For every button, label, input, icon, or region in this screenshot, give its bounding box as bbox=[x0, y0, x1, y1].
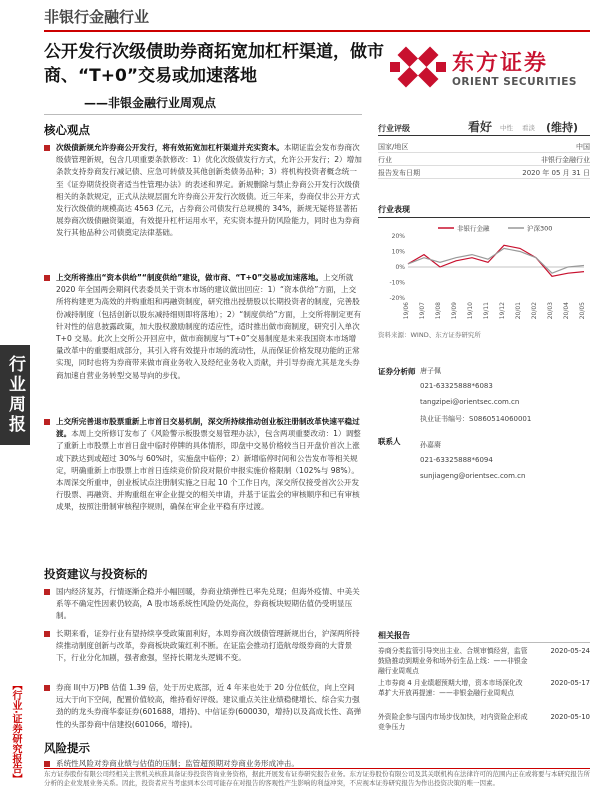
related-item-date: 2020-05-17 bbox=[550, 679, 590, 687]
info-key: 国家/地区 bbox=[378, 143, 409, 151]
analyst-name: 唐子佩 bbox=[420, 367, 441, 375]
x-tick-label: 19/10 bbox=[467, 302, 474, 320]
bullet-icon bbox=[44, 275, 50, 281]
rating-option-bearish: 看淡 bbox=[522, 124, 535, 132]
orient-securities-logo bbox=[390, 36, 590, 100]
report-subtitle: ——非银金融行业周观点 bbox=[84, 96, 217, 110]
related-item-text[interactable]: 上市券商 4 月业绩超预期大增，资本市场深化改革扩大开放再提速：——非银金融行业周观点 bbox=[378, 679, 523, 697]
related-item-date: 2020-05-24 bbox=[550, 647, 590, 655]
x-tick-label: 19/07 bbox=[419, 302, 426, 320]
related-item-date: 2020-05-10 bbox=[550, 713, 590, 721]
invest-title: 投资建议与投资标的 bbox=[44, 567, 148, 581]
x-tick-label: 20/04 bbox=[563, 302, 570, 320]
series-line bbox=[408, 248, 584, 273]
y-tick-label: 0% bbox=[395, 264, 405, 271]
info-row bbox=[378, 142, 590, 153]
report-category: 非银行金融行业 bbox=[44, 8, 150, 26]
x-tick-label: 20/02 bbox=[531, 302, 538, 320]
legend-label: 非银行金融 bbox=[457, 224, 490, 233]
y-tick-label: 10% bbox=[391, 248, 405, 256]
related-title: 相关报告 bbox=[378, 631, 410, 640]
x-tick-label: 19/12 bbox=[499, 302, 506, 320]
core-point-3 bbox=[44, 416, 362, 514]
core-point-2-lead: 上交所将推出“资本供给”“制度供给”建设，做市商、“T+0”交易或加速落地。 bbox=[56, 273, 323, 282]
analyst-phone: 021-63325888*6083 bbox=[420, 382, 493, 390]
info-key: 行业 bbox=[378, 156, 392, 164]
left-top-rule bbox=[44, 114, 362, 115]
disclaimer-rule bbox=[44, 768, 590, 769]
disclaimer: 东方证券股份有限公司经相关主管机关核准具备证券投资咨询业务资格，据此开展发布证券研究报告业务。东方证券股份有限公司及其关联机构在法律许可的范围内正在或将要与本研究报告所分析的企业发展业务关系。因此，投资者应当考虑到本公司可能存在对报告的客观性产生影响的利益冲突，不应视本证券研究报告为作出投资决策的唯一因素。 bbox=[44, 770, 590, 787]
y-tick-label: -20% bbox=[389, 295, 405, 302]
invest-point-2 bbox=[44, 628, 362, 665]
info-key: 报告发布日期 bbox=[378, 169, 420, 177]
bullet-icon bbox=[44, 589, 50, 595]
x-tick-label: 20/05 bbox=[579, 302, 586, 320]
bullet-icon bbox=[44, 685, 50, 691]
related-item-2[interactable] bbox=[378, 678, 590, 698]
core-point-1-body: 本期证监会发布券商次级债管理新规，包含几项重要条款修改：1）优化次级债发行方式，允许公开发行；2）增加条款支持券商发行减记债、应急可转债及其他创新类债务品种；3）将机构投资者概念统一至《证券期货投资者适当性管理办法》的表述和界定。新规删除与禁止券商公开发行次级债相关的条款规定，正式从法规层面允许券商公开发行次级债。近三年来，券商仅非公开方式发行次级债的规模高达 4563 亿元，占券商公司债发行总规模的 34%，新规无疑将显著拓展券商次级债融资渠道，有效提升杠杆运用水平，充实资本提升防风险能力，同时也为券商发行其他品种公司债奠定法律基础。 bbox=[56, 143, 362, 238]
analyst-block-2 bbox=[378, 436, 590, 486]
chart-source: 资料来源：WIND、东方证券研究所 bbox=[378, 331, 481, 339]
rating-keep: (维持) bbox=[546, 121, 579, 134]
contact-email[interactable]: sunjiageng@orientsec.com.cn bbox=[420, 472, 526, 480]
core-point-3-body: 本周上交所修订发布了《风险警示板股票交易管理办法》，包含两项重要改动：1）调整了重新上市股票上市首日盘中临时停牌的具体情形，即盘中交易价格较当日开盘价首次上涨或下跌达到或超过 30%与 60%时，实施盘中临停；2）新增临停时间和公告发布等相关规定，明确重新上市股票上市首日连续竞价阶段对限价申报实施价格限制（102%与 98%）。本周深交所重申，创业板试点注册制实施之日起 10 个工作日内，深交所仅接受首次公开发行股票、再融资、并购重组在审企业提交的相关申请，并基于证监会的审核顺序和已有审核成果，按照注册制审核程序规则，确保在审企业平稳有序过渡。 bbox=[56, 429, 361, 512]
logo-name-en: ORIENT SECURITIES bbox=[452, 76, 577, 88]
invest-point-3-body: 券商 II(中万)PB 估值 1.39 倍，处于历史底部，近 4 年来也处于 20 分位低位，向上空间远大于向下空间，配置价值较高，维持看好评级。建议重点关注业绩稳健增长、综合实力强劲的的龙头券商华泰证券(601688，增持)、中信证券(600030，增持)以及高成长性、高弹性的头部券商中信建投(601066，增持)。 bbox=[56, 683, 362, 729]
core-point-1-lead: 次级债新规允许券商公开发行，将有效拓宽加杠杆渠道并充实资本。 bbox=[56, 143, 284, 152]
core-point-2-body: 上交所就 2020 年全国两会期间代表委员关于资本市场的建议做出回应：1）“资本供给”方面，上交所将构建更为高效的并购重组和再融资制度，研究推出授册股以长期投资者的制度，完善股份减持制度（包括创新以股东减持细则即将落地）；2）“制度供给”方面，上交所将制定更有针对性的信息披露政策，加大股权激励制度的适应性，适时推出做市商制度，研究引入单次 T+0 交易。此次上交所公开回应中，做市商制度与“T+0”交易制度是未来我国资本市场增量改革中的重要组成部分，其引入将有效提升市场的流动性，从而保证价格发现功能的正常实现，同时也将为券商带来做市商业务收入及经纪业务收入贡献，并引导券商尤其是龙头券商加速自营业务转型交易导向的步伐。 bbox=[56, 273, 362, 380]
analyst-email[interactable]: tangzipei@orientsec.com.cn bbox=[420, 398, 520, 406]
core-point-2 bbox=[44, 272, 362, 382]
x-tick-label: 19/08 bbox=[435, 302, 442, 320]
rating-option-neutral: 中性 bbox=[500, 124, 513, 132]
info-value: 非银行金融行业 bbox=[541, 156, 590, 164]
core-point-1 bbox=[44, 142, 362, 240]
side-tag-secondary: 【行业·证券研究报告】 bbox=[10, 680, 21, 784]
x-tick-label: 19/09 bbox=[451, 302, 458, 320]
risk-point-1-body: 系统性风险对券商业绩与估值的压制；监管超预期对券商业务形成冲击。 bbox=[56, 759, 299, 768]
x-tick-label: 20/01 bbox=[515, 302, 522, 320]
contact-name: 孙嘉赓 bbox=[420, 441, 441, 449]
analyst-role: 证券分析师 bbox=[378, 367, 416, 376]
x-tick-label: 19/11 bbox=[483, 302, 490, 320]
perf-title: 行业表现 bbox=[378, 204, 590, 218]
rating-label: 行业评级 bbox=[378, 124, 410, 133]
bullet-icon bbox=[44, 145, 50, 151]
contact-phone: 021-63325888*6094 bbox=[420, 456, 493, 464]
invest-point-2-body: 长期来看，证券行业有望持续享受政策面利好，本周券商次级债管理新规出台，沪深两所持续推动制度创新与改革，券商板块政策红利不断。在证监会推动打造航母级券商的大背景下，行业分化加剧，强者愈强，坚持长期龙头逻辑不变。 bbox=[56, 629, 360, 663]
x-tick-label: 20/03 bbox=[547, 302, 554, 320]
legend-label: 沪深300 bbox=[527, 224, 553, 233]
info-row bbox=[378, 155, 590, 166]
info-value: 中国 bbox=[576, 143, 590, 151]
contact-role: 联系人 bbox=[378, 437, 401, 446]
rating-row bbox=[378, 118, 590, 136]
risk-title: 风险提示 bbox=[44, 741, 90, 755]
core-title: 核心观点 bbox=[44, 123, 90, 137]
report-title: 公开发行次级债助券商拓宽加杠杆渠道，做市商、“T+0”交易或加速落地 bbox=[44, 42, 384, 86]
performance-chart-svg bbox=[378, 222, 590, 344]
info-row bbox=[378, 168, 590, 179]
core-point-3-lead: 上交所完善退市股票重新上市首日交易机制，深交所持续推动创业板注册制改革快速平稳过渡。 bbox=[56, 417, 360, 439]
related-item-3[interactable] bbox=[378, 712, 590, 732]
header-rule bbox=[44, 30, 590, 32]
logo-mark-icon bbox=[390, 42, 446, 92]
related-item-text[interactable]: 券商分类监管引导突出主业、合规审慎经营，监管鼓励推动到期业务和场外衍生品上线：——非银金融行业周观点 bbox=[378, 647, 528, 675]
rating-value: 看好 bbox=[468, 120, 493, 134]
related-item-text[interactable]: 外资险企参与国内市场步伐加快，对内资险企形成竞争压力 bbox=[378, 713, 528, 731]
invest-point-1-body: 国内经济复苏，行情逐渐企稳并小幅回暖，券商业绩弹性已率先兑现；但海外疫情、中美关系等不确定性因素仍较高，A 股市场系统性风险仍处高位，券商板块短期估值仍受明显压制。 bbox=[56, 587, 360, 621]
related-item-1[interactable] bbox=[378, 646, 590, 676]
invest-point-1 bbox=[44, 586, 362, 623]
info-value: 2020 年 05 月 31 日 bbox=[522, 169, 590, 177]
bullet-icon bbox=[44, 761, 50, 767]
y-tick-label: 20% bbox=[391, 233, 405, 240]
analyst-license: 执业证书编号：S0860514060001 bbox=[420, 415, 532, 423]
x-tick-label: 19/06 bbox=[403, 302, 410, 320]
performance-chart bbox=[378, 222, 590, 344]
bullet-icon bbox=[44, 419, 50, 425]
logo-name-cn: 东方证券 bbox=[452, 51, 549, 76]
bullet-icon bbox=[44, 631, 50, 637]
side-tag: 行业周报 bbox=[0, 345, 30, 445]
y-tick-label: -10% bbox=[389, 279, 405, 287]
invest-point-3 bbox=[44, 682, 362, 731]
analyst-block-1 bbox=[378, 366, 590, 446]
related-rule bbox=[378, 642, 590, 643]
